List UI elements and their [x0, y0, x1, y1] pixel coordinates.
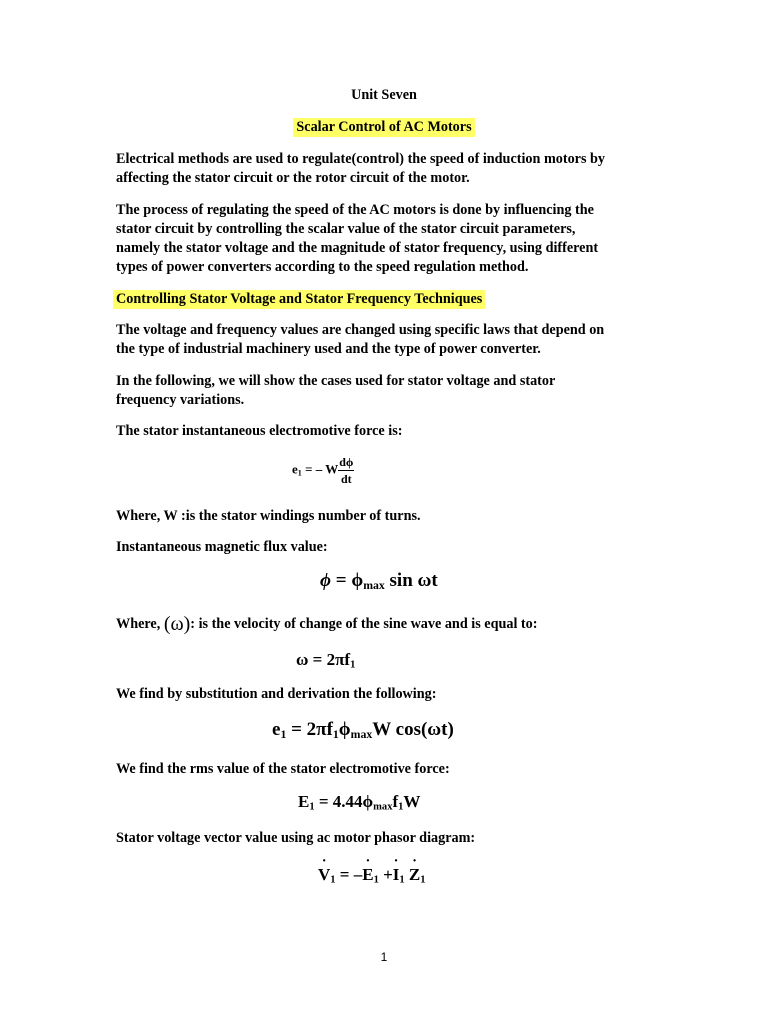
eq5-lhs-sub: 1 [309, 801, 315, 813]
paragraph-11: Stator voltage vector value using ac motor phasor diagram: [116, 830, 476, 846]
eq4-phi: ϕ [338, 719, 351, 740]
equation-flux [320, 571, 438, 590]
eq2-mid: = ϕ [335, 570, 364, 591]
eq1-fraction [338, 456, 354, 485]
eq6-e-sub: 1 [373, 874, 379, 886]
eq5-f-sub: 1 [398, 801, 404, 813]
paragraph-1-line-2: affecting the stator circuit or the rotor circuit of the motor. [116, 170, 470, 186]
paragraph-2-line-2: stator circuit by controlling the scalar value of the stator circuit parameters, [116, 221, 576, 237]
eq6-e: ˙ E [362, 866, 373, 883]
eq3-sub: 1 [350, 659, 356, 671]
paragraph-6: Where, W :is the stator windings number of turns. [116, 508, 421, 524]
eq5-mid: = 4.44ϕ [318, 792, 374, 811]
paragraph-4-line-1: In the following, we will show the cases used for stator voltage and stator [116, 373, 556, 389]
eq1-lhs-sub: 1 [297, 468, 302, 478]
page-number: 1 [380, 950, 388, 964]
eq3-lhs: ω = 2πf [296, 650, 351, 669]
eq4-lhs-sub: 1 [280, 727, 287, 741]
section-title: Scalar Control of AC Motors [293, 118, 474, 137]
equation-emf-derived [272, 720, 454, 739]
eq6-v-sub: 1 [330, 874, 336, 886]
subheading-wrapper [113, 292, 485, 306]
eq1-rhs-prefix: = – W [305, 461, 339, 477]
eq2-rhs: sin ωt [389, 570, 438, 591]
eq1-lhs: e [292, 461, 298, 477]
omega-symbol: (ω) [163, 613, 191, 635]
paragraph-5: The stator instantaneous electromotive force is: [116, 423, 403, 439]
paragraph-4-line-2: frequency variations. [116, 392, 245, 408]
paragraph-8-prefix: Where, [116, 616, 161, 632]
paragraph-9: We find by substitution and derivation the following: [116, 686, 437, 702]
eq5-rhs: W [403, 792, 421, 811]
eq5-mid-sub: max [373, 801, 393, 813]
eq6-z: ˙ Z [409, 866, 420, 883]
eq5-f: f [392, 792, 399, 811]
eq6-i: ˙ I [393, 866, 400, 883]
section-title-wrapper [0, 120, 768, 134]
subheading: Controlling Stator Voltage and Stator Frequency Techniques [113, 290, 485, 309]
paragraph-3-line-1: The voltage and frequency values are changed using specific laws that depend on [116, 322, 605, 338]
eq2-sub: max [363, 578, 385, 592]
equation-angular-velocity [296, 650, 356, 671]
eq6-z-sub: 1 [420, 874, 426, 886]
eq5-lhs: E [298, 792, 310, 811]
eq4-phi-sub: max [350, 727, 373, 741]
eq4-rhs: W cos(ωt) [372, 719, 454, 740]
eq1-frac-num: dϕ [339, 455, 354, 469]
eq1-frac-den: dt [341, 472, 352, 486]
unit-title: Unit Seven [351, 87, 417, 103]
eq4-lhs: e [272, 719, 281, 740]
equation-stator-voltage [318, 865, 426, 886]
eq6-v: ˙ V [318, 866, 330, 883]
paragraph-8-suffix: : is the velocity of change of the sine wave and is equal to: [190, 616, 538, 632]
eq2-lhs: ϕ [320, 570, 331, 591]
paragraph-8 [116, 614, 537, 634]
eq4-mid-sub: 1 [332, 727, 339, 741]
paragraph-2-line-3: namely the stator voltage and the magnitude of stator frequency, using different [116, 240, 599, 256]
equation-emf-instantaneous [292, 456, 354, 485]
paragraph-2-line-4: types of power converters according to the speed regulation method. [116, 259, 529, 275]
paragraph-7: Instantaneous magnetic flux value: [116, 539, 328, 555]
eq6-i-sub: 1 [399, 874, 405, 886]
paragraph-2-line-1: The process of regulating the speed of the AC motors is done by influencing the [116, 202, 594, 218]
paragraph-3-line-2: the type of industrial machinery used and the type of power converter. [116, 341, 541, 357]
eq6-plus: + [383, 865, 393, 884]
paragraph-10: We find the rms value of the stator electromotive force: [116, 761, 450, 777]
eq6-eq: = – [339, 865, 363, 884]
equation-emf-rms [298, 792, 421, 813]
eq4-mid: = 2πf [291, 719, 333, 740]
paragraph-1-line-1: Electrical methods are used to regulate(control) the speed of induction motors by [116, 151, 606, 167]
